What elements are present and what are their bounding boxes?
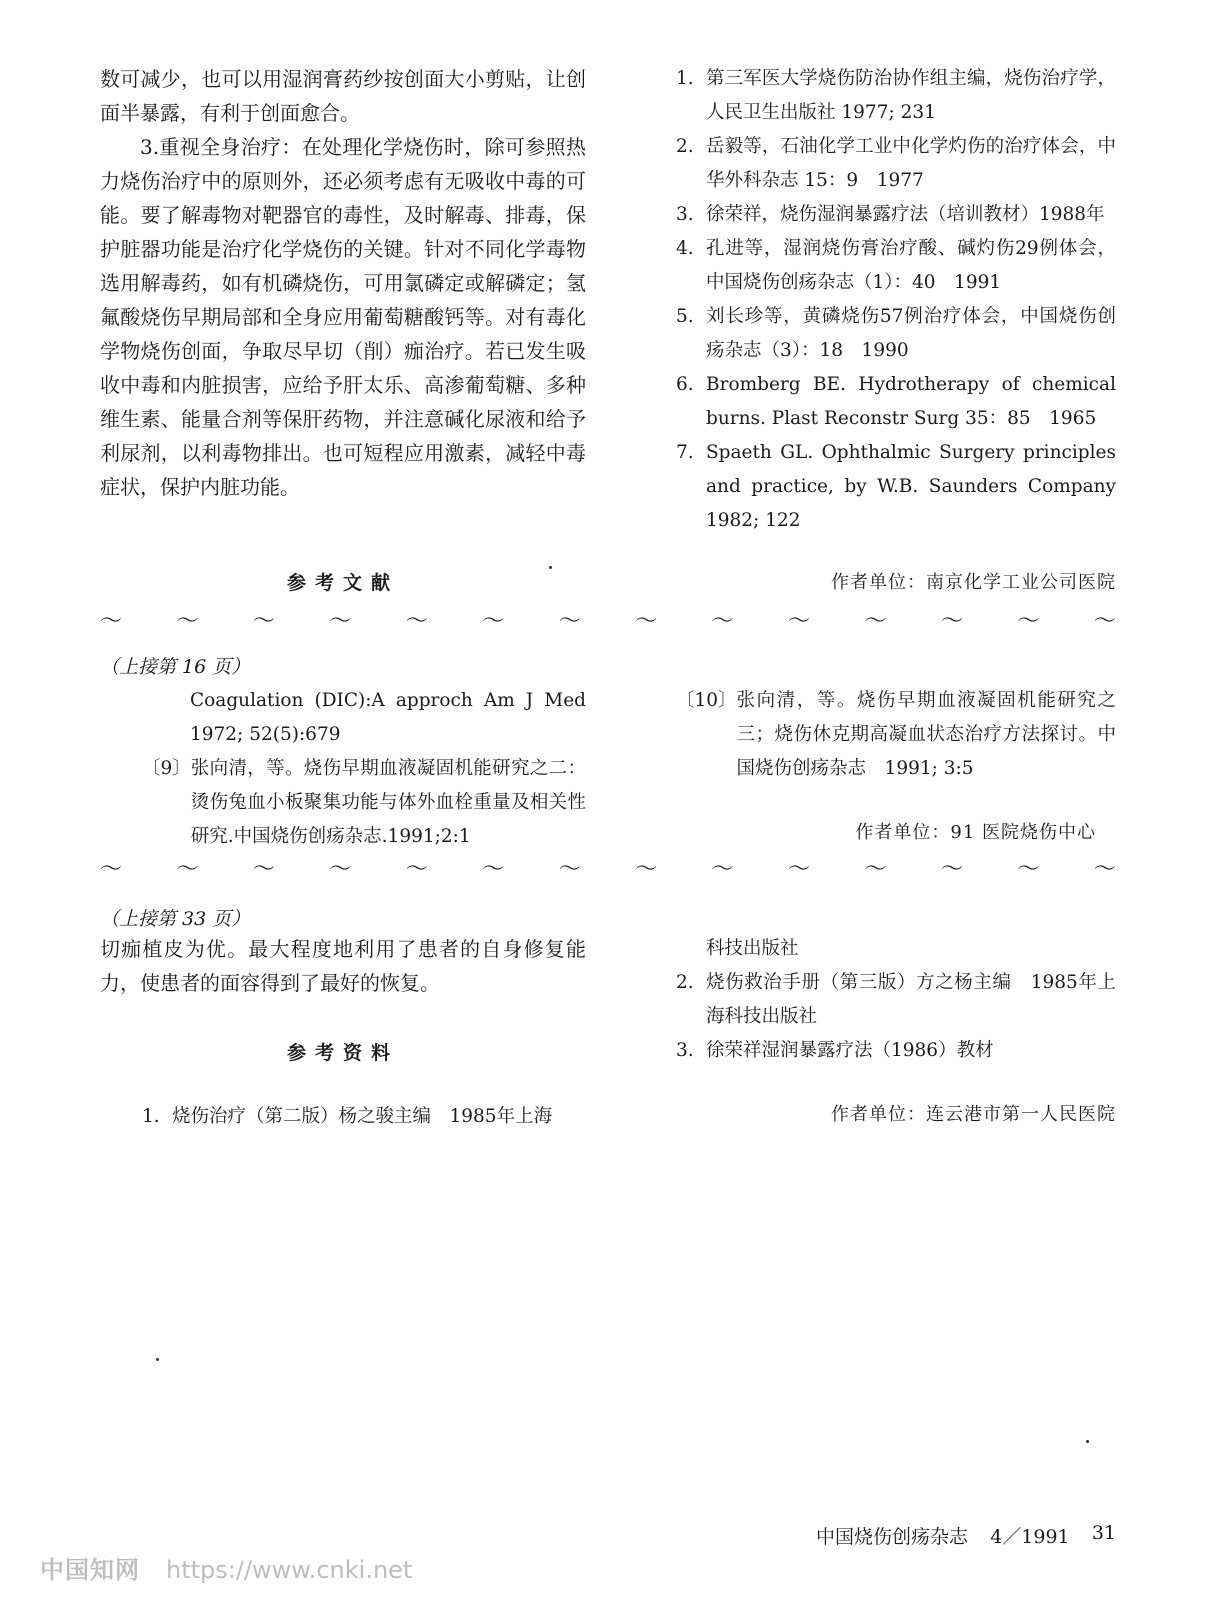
page-number: 31 [1091, 1522, 1116, 1544]
stray-dot [1086, 1440, 1089, 1443]
reference-item: 科技出版社 [706, 938, 799, 959]
journal-name: 中国烧伤创疡杂志 [816, 1526, 969, 1548]
reference-item: 4. 孔进等，湿润烧伤膏治疗酸、碱灼伤29例体会，中国烧伤创疡杂志（1）：40 1991 [676, 238, 1116, 293]
reference-item: 〔10〕 张向清，等。烧伤早期血液凝固机能研究之三；烧伤休克期高凝血状态治疗方法探讨。中国烧伤创疡杂志 1991; 3:5 [676, 690, 1116, 779]
reference-item: 3. 徐荣祥湿润暴露疗法（1986）教材 [676, 1040, 994, 1061]
reference-item: 1. 烧伤治疗（第二版）杨之骏主编 1985年上海 [142, 1106, 553, 1127]
continued-from-label: （上接第 16 页） [100, 656, 251, 678]
reference-list [676, 62, 1116, 538]
section3-body [100, 932, 586, 1000]
section-divider: ～ ～ ～ ～ ～ ～ ～ ～ ～ ～ ～ ～ ～ ～ [100, 857, 1116, 882]
section-divider: ～ ～ ～ ～ ～ ～ ～ ～ ～ ～ ～ ～ ～ ～ [100, 609, 1116, 634]
continued-from-label: （上接第 33 页） [100, 908, 251, 930]
issue-number: 4／1991 [990, 1526, 1070, 1548]
reference-item: 〔9〕 张向清，等。烧伤早期血液凝固机能研究之二：烫伤兔血小板聚集功能与体外血栓重量及相关性研究.中国烧伤创疡杂志.1991;2:1 [142, 758, 586, 847]
reference-list [142, 684, 586, 854]
stray-dot [156, 1358, 159, 1361]
reference-item: 2. 岳毅等，石油化学工业中化学灼伤的治疗体会，中华外科杂志 15：9 1977 [676, 136, 1116, 191]
stray-dot [549, 566, 552, 569]
reference-item: 2. 烧伤救治手册（第三版）方之杨主编 1985年上海科技出版社 [676, 972, 1116, 1027]
author-affiliation: 作者单位：连云港市第一人民医院 [831, 1104, 1116, 1125]
section1-body [100, 62, 586, 504]
reference-item: 3. 徐荣祥，烧伤湿润暴露疗法（培训教材）1988年 [676, 204, 1105, 225]
cnki-watermark [40, 1550, 412, 1585]
reference-item: 6. Bromberg BE. Hydrotherapy of chemical burns. Plast Reconstr Surg 35：85 1965 [676, 374, 1116, 429]
cnki-logo: 中国知网 [40, 1556, 140, 1584]
author-affiliation: 作者单位：91 医院烧伤中心 [855, 822, 1096, 843]
paragraph: 切痂植皮为优。最大程度地利用了患者的自身修复能力，使患者的面容得到了最好的恢复。 [100, 937, 586, 995]
reference-list [676, 932, 1116, 1068]
references-heading: 参考资料 [286, 1042, 399, 1064]
reference-list [676, 684, 1116, 786]
page-footer [816, 1522, 1116, 1549]
reference-item: 5. 刘长珍等，黄磷烧伤57例治疗体会，中国烧伤创疡杂志（3）：18 1990 [676, 306, 1116, 361]
paragraph: 数可减少，也可以用湿润膏药纱按创面大小剪贴，让创面半暴露，有利于创面愈合。 [100, 67, 586, 125]
reference-item: Coagulation (DIC):A approch Am J Med 1972; 52(5):679 [190, 690, 586, 745]
cnki-url[interactable]: https://www.cnki.net [166, 1556, 413, 1584]
reference-item: 7. Spaeth GL. Ophthalmic Surgery principles and practice, by W.B. Saunders Company 1982; 122 [676, 442, 1116, 531]
reference-item: 1. 第三军医大学烧伤防治协作组主编，烧伤治疗学，人民卫生出版社 1977; 231 [676, 68, 1116, 123]
author-affiliation: 作者单位：南京化学工业公司医院 [831, 572, 1116, 593]
paragraph: 3.重视全身治疗：在处理化学烧伤时，除可参照热力烧伤治疗中的原则外，还必须考虑有无吸收中毒的可能。要了解毒物对靶器官的毒性，及时解毒、排毒，保护脏器功能是治疗化学烧伤的关键。针对不同化学毒物选用解毒药，如有机磷烧伤，可用氯磷定或解磷定；氢氟酸烧伤早期局部和全身应用葡萄糖酸钙等。对有毒化学物烧伤创面，争取尽早切（削）痂治疗。若已发生吸收中毒和内脏损害，应给予肝太乐、高渗葡萄糖、多种维生素、能量合剂等保肝药物，并注意碱化尿液和给予利尿剂，以利毒物排出。也可短程应用激素，减轻中毒症状，保护内脏功能。 [100, 135, 586, 499]
references-heading: 参考文献 [286, 572, 399, 594]
reference-list [142, 1100, 586, 1134]
